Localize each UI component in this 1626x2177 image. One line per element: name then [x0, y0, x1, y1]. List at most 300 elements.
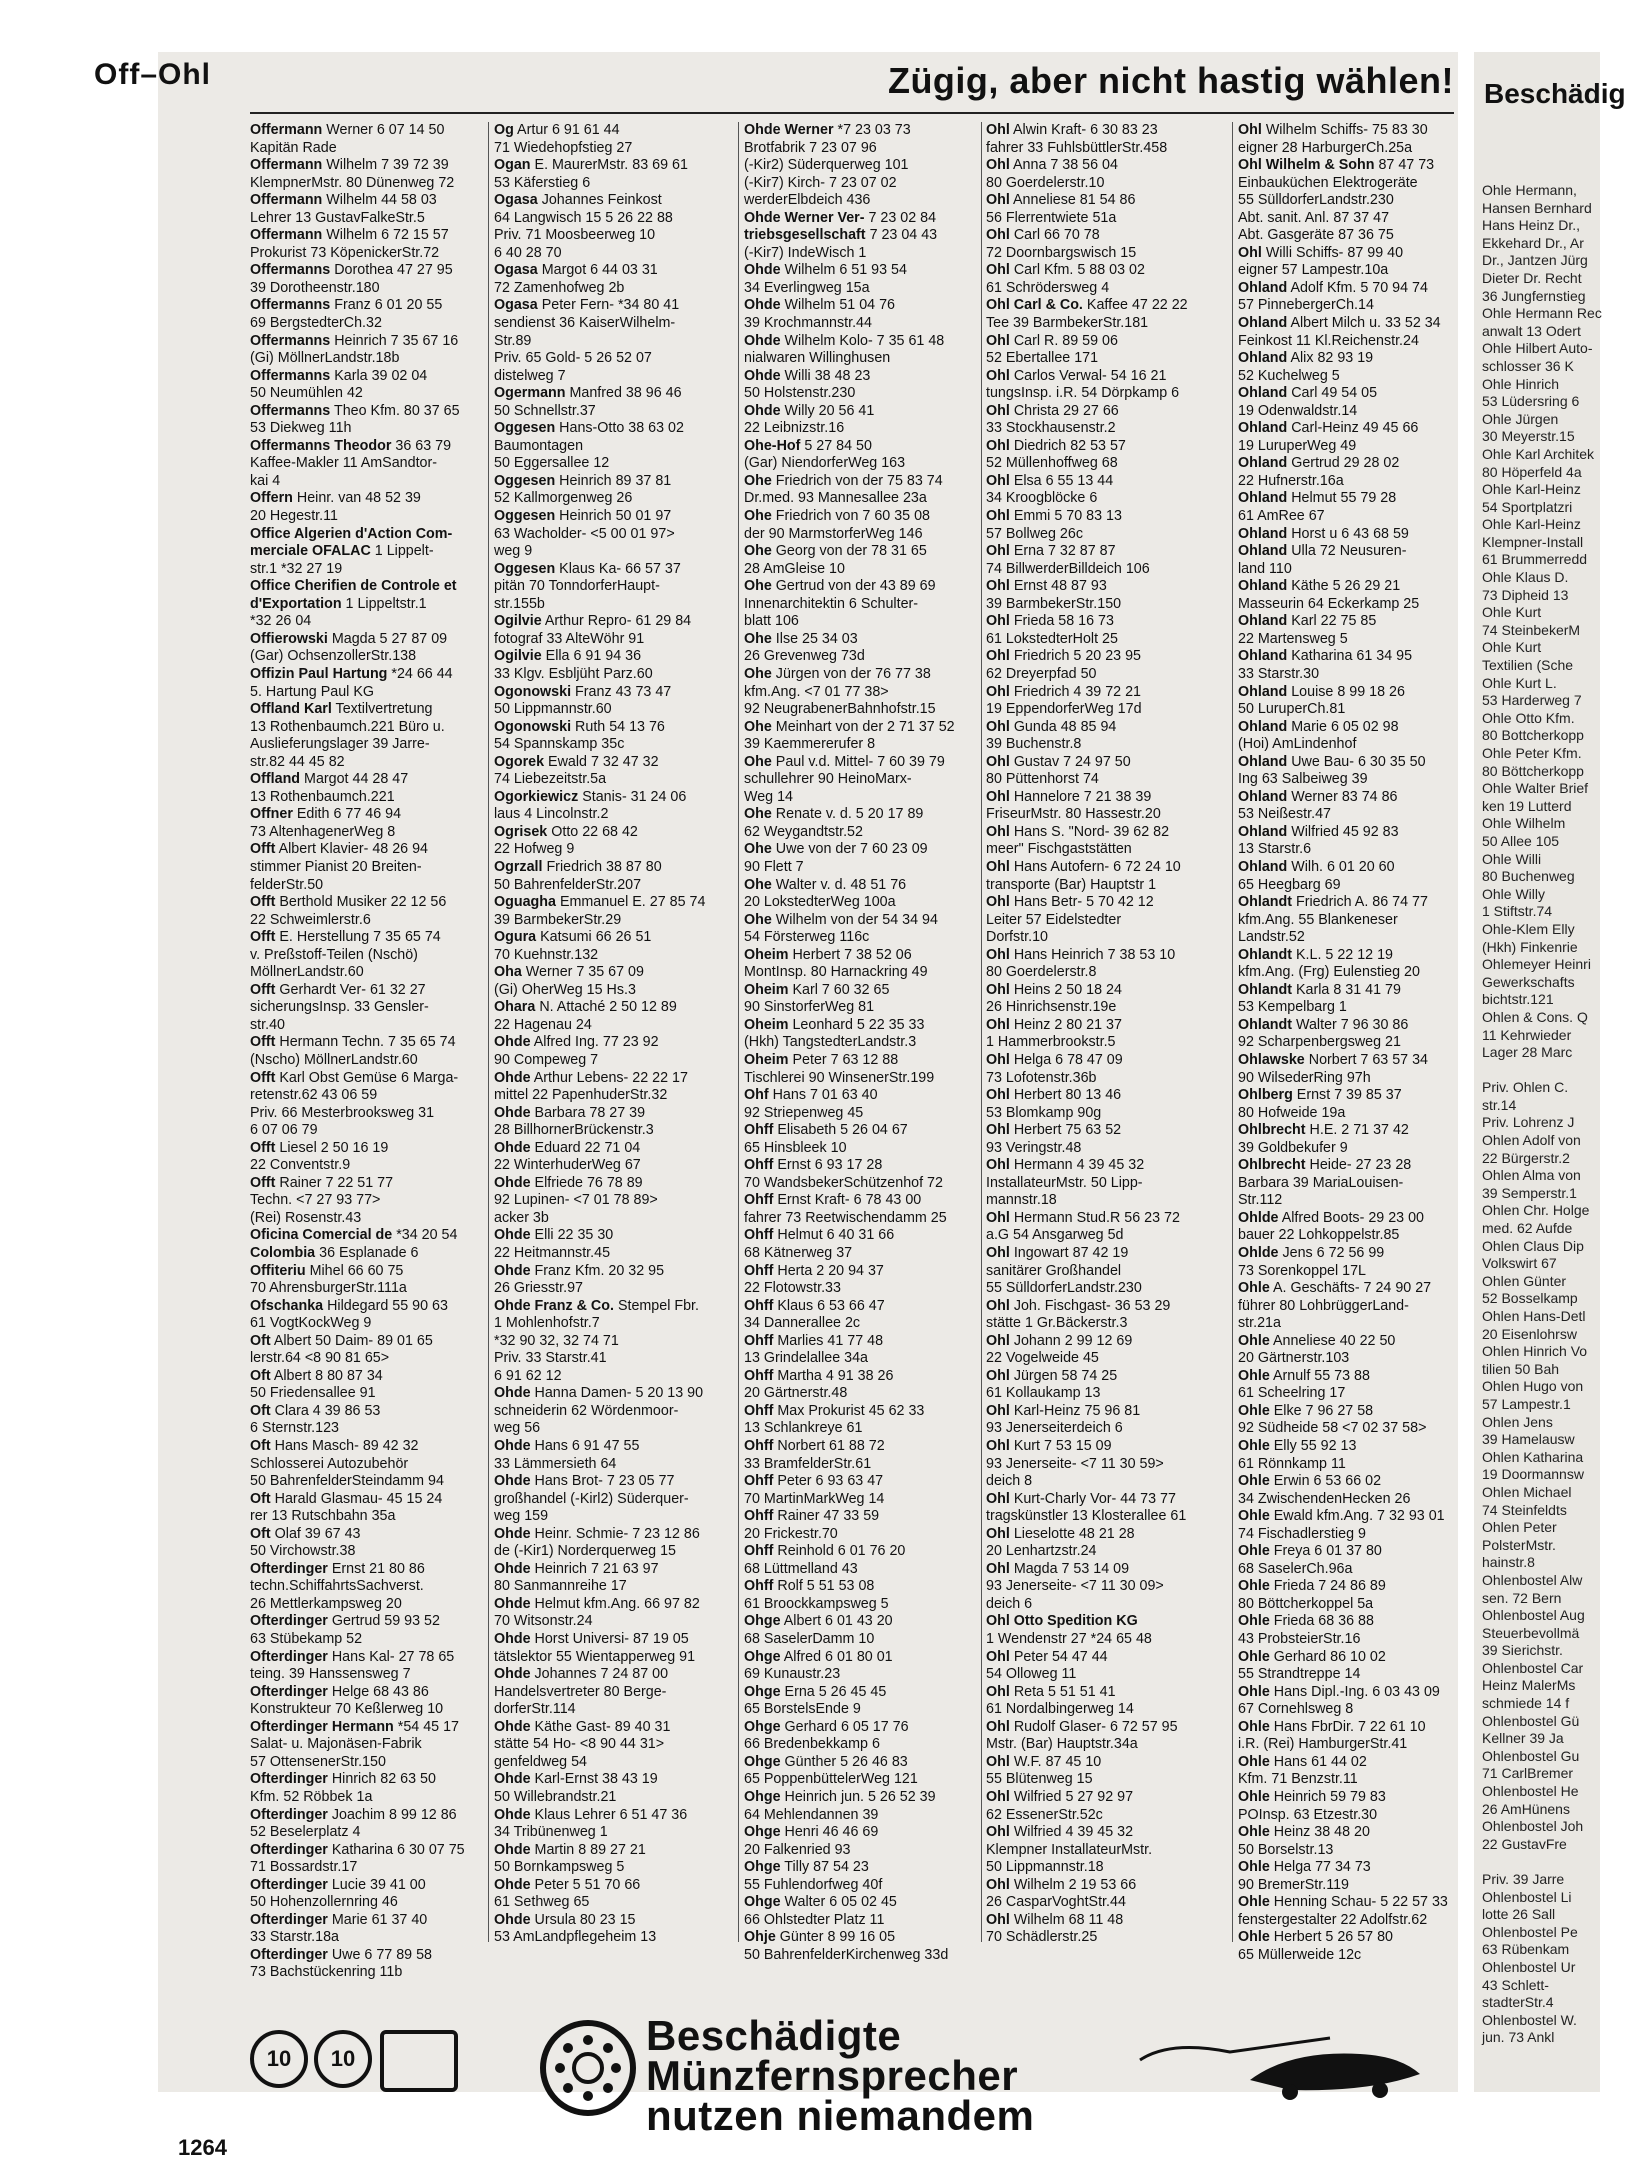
entry-name: Ohl — [986, 1402, 1010, 1419]
entry-detail: Franz Kfm. 20 32 95 — [534, 1262, 665, 1279]
directory-entry — [744, 315, 980, 333]
directory-entry — [744, 333, 980, 351]
entry-detail: Reinhold 6 01 76 20 — [777, 1543, 906, 1560]
directory-entry — [250, 1227, 482, 1245]
page-number: 1264 — [178, 2135, 227, 2160]
entry-detail: deich 8 — [986, 1473, 1033, 1490]
entry-detail: 61 Kollaukamp 13 — [986, 1385, 1101, 1402]
entry-detail: schullehrer 90 HeinoMarx- — [744, 771, 912, 788]
entry-detail: Prokurist 73 KöpenickerStr.72 — [250, 244, 440, 261]
entry-name: Ohle — [1238, 1438, 1270, 1455]
directory-entry — [1238, 1192, 1470, 1210]
entry-name: Ohl — [986, 1245, 1010, 1261]
entry-name: Ohde — [744, 402, 781, 419]
entry-detail: werderElbdeich 436 — [744, 192, 871, 209]
entry-detail: 39 Goldbekufer 9 — [1238, 1139, 1348, 1156]
entry-detail: Willi 38 48 23 — [784, 367, 871, 384]
directory-entry — [250, 1877, 482, 1895]
directory-entry — [250, 1613, 482, 1631]
entry-detail: der 90 MarmstorferWeg 146 — [744, 525, 923, 542]
entry-detail: Albert 6 01 43 20 — [783, 1613, 893, 1630]
entry-detail: 71 Bossardstr.17 — [250, 1859, 358, 1876]
directory-entry — [1238, 1122, 1470, 1140]
directory-entry — [1238, 227, 1470, 245]
directory-entry — [250, 1333, 482, 1351]
directory-entry — [250, 438, 482, 456]
directory-entry — [494, 333, 730, 351]
directory-entry — [1238, 245, 1470, 263]
entry-detail: Elke 7 96 27 58 — [1273, 1402, 1374, 1419]
directory-entry — [250, 350, 482, 368]
entry-detail: str.40 — [250, 1016, 285, 1033]
entry-detail: Karla 8 31 41 79 — [1296, 981, 1401, 998]
directory-entry — [250, 1719, 482, 1737]
entry-detail: Norbert 61 88 72 — [777, 1438, 885, 1455]
entry-detail: FriseurMstr. 80 Hassestr.20 — [986, 806, 1161, 823]
entry-name: Ohland — [1238, 350, 1288, 367]
entry-name: Ohl — [986, 1367, 1010, 1384]
entry-detail: 53 Diekweg 11h — [250, 420, 352, 437]
directory-entry — [986, 508, 1222, 526]
entry-name: Ohle — [1238, 1788, 1270, 1805]
directory-entry — [744, 929, 980, 947]
entry-detail: 22 Hagenau 24 — [494, 1016, 592, 1033]
entry-detail: (Gi) MöllnerLandstr.18b — [250, 350, 400, 367]
directory-entry — [744, 684, 980, 702]
directory-entry — [494, 1842, 730, 1860]
entry-detail: Max Prokurist 45 62 33 — [777, 1402, 925, 1419]
entry-detail: Henri 46 46 69 — [784, 1824, 879, 1841]
directory-entry — [1238, 490, 1470, 508]
directory-entry — [744, 1596, 980, 1614]
entry-name: Ohl — [986, 823, 1010, 840]
directory-entry — [986, 1859, 1222, 1877]
entry-detail: Anna 7 38 56 04 — [1013, 157, 1118, 174]
entry-name: Ohde — [744, 297, 781, 314]
entry-detail: Margot 6 44 03 31 — [541, 262, 658, 279]
entry-detail: sanitärer Großhandel — [986, 1262, 1122, 1279]
entry-detail: Konstrukteur 70 Keßlerweg 10 — [250, 1701, 444, 1718]
directory-entry — [986, 350, 1222, 368]
entry-name: Ohl — [986, 1332, 1010, 1349]
entry-detail: Elsa 6 55 13 44 — [1013, 472, 1114, 489]
directory-entry — [494, 964, 730, 982]
directory-entry — [986, 859, 1222, 877]
entry-detail: Hanna Damen- 5 20 13 90 — [534, 1385, 704, 1402]
entry-detail: Wilhelm Kolo- 7 35 61 48 — [784, 332, 945, 349]
entry-detail: Erna 5 26 45 45 — [784, 1683, 887, 1700]
entry-detail: 22 Flotowstr.33 — [744, 1280, 841, 1297]
entry-detail: 68 SaselerCh.96a — [1238, 1560, 1353, 1577]
entry-detail: Kurt 7 53 15 09 — [1013, 1438, 1112, 1455]
entry-name: Ohl — [986, 1911, 1010, 1928]
entry-name: Oheim — [744, 981, 789, 998]
entry-detail: Werner 7 35 67 09 — [525, 964, 644, 981]
entry-detail: Hans 6 91 47 55 — [534, 1438, 640, 1455]
entry-detail: Anneliese 40 22 50 — [1272, 1332, 1396, 1349]
entry-name: Offizin Paul Hartung — [250, 665, 388, 682]
directory-entry — [986, 245, 1222, 263]
directory-entry — [1238, 1631, 1470, 1649]
directory-entry — [1238, 157, 1470, 175]
entry-name: Offt — [250, 1069, 276, 1086]
directory-entry — [1238, 1140, 1470, 1158]
directory-entry — [494, 350, 730, 368]
entry-detail: Alix 82 93 19 — [1290, 350, 1374, 367]
entry-detail: Günter 8 99 16 05 — [779, 1929, 896, 1946]
entry-detail: 39 Krochmannstr.44 — [744, 315, 872, 332]
entry-detail: 71 Wiedehopfstieg 27 — [494, 139, 633, 156]
directory-entry — [1238, 947, 1470, 965]
directory-entry — [494, 1350, 730, 1368]
entry-detail: Johannes Feinkost — [541, 192, 662, 209]
entry-detail: Weg 14 — [744, 788, 794, 805]
entry-detail: land 110 — [1238, 560, 1292, 577]
entry-detail: 26 Mettlerkampsweg 20 — [250, 1595, 402, 1612]
directory-entry — [250, 1263, 482, 1281]
entry-detail: 13 Schlankreye 61 — [744, 1420, 863, 1437]
entry-detail: 73 Sorenkoppel 17L — [1238, 1262, 1366, 1279]
directory-entry — [986, 754, 1222, 772]
directory-entry — [1238, 1578, 1470, 1596]
directory-entry — [250, 122, 482, 140]
directory-entry — [1238, 1561, 1470, 1579]
directory-entry — [986, 1613, 1222, 1631]
entry-detail: Kfm. 52 Röbbek 1a — [250, 1788, 373, 1805]
entry-detail: Kfm. 71 Benzstr.11 — [1238, 1771, 1358, 1788]
entry-detail: Tilly 87 54 23 — [784, 1859, 869, 1876]
entry-detail: Hans Brot- 7 23 05 77 — [534, 1473, 675, 1490]
entry-detail: Ernst 6 93 17 28 — [777, 1157, 883, 1174]
entry-detail: 26 Griesstr.97 — [494, 1280, 583, 1297]
entry-detail: Lucie 39 41 00 — [331, 1876, 426, 1893]
entry-detail: Albert 50 Daim- 89 01 65 — [273, 1332, 433, 1349]
directory-entry — [744, 1473, 980, 1491]
directory-entry — [744, 403, 980, 421]
entry-detail: 68 SaselerDamm 10 — [744, 1631, 875, 1648]
entry-detail: N. Attaché 2 50 12 89 — [539, 999, 677, 1016]
entry-detail: MöllnerLandstr.60 — [250, 964, 364, 981]
entry-detail: Herbert 5 26 57 80 — [1273, 1929, 1393, 1946]
entry-name: Ohde — [494, 1227, 531, 1244]
entry-detail: Gustav 7 24 97 50 — [1013, 753, 1131, 770]
directory-entry — [250, 1842, 482, 1860]
directory-entry — [744, 245, 980, 263]
entry-detail: 87 47 73 — [1378, 157, 1435, 174]
entry-name: Ohle — [1238, 1859, 1270, 1876]
directory-entry — [744, 841, 980, 859]
directory-entry — [744, 1034, 980, 1052]
entry-name: Ohle — [1238, 1402, 1270, 1419]
directory-entry — [744, 912, 980, 930]
directory-entry — [744, 719, 980, 737]
directory-entry — [986, 982, 1222, 1000]
entry-detail: 52 Kuchelweg 5 — [1238, 367, 1340, 384]
entry-name: Ohlandt — [1238, 1016, 1293, 1033]
directory-entry — [986, 964, 1222, 982]
directory-entry — [986, 999, 1222, 1017]
directory-entry — [250, 1105, 482, 1123]
directory-column-2 — [494, 122, 730, 1947]
entry-name: Ohle — [1238, 1508, 1270, 1525]
entry-name: Ohge — [744, 1718, 781, 1735]
directory-entry — [1238, 1719, 1470, 1737]
entry-detail: 33 Klgv. Esbljüht Parz.60 — [494, 665, 653, 682]
directory-entry — [1238, 1087, 1470, 1105]
directory-entry — [494, 894, 730, 912]
directory-entry — [986, 473, 1222, 491]
directory-entry — [250, 175, 482, 193]
entry-detail: 50 Lippmannstr.60 — [494, 701, 612, 718]
directory-entry — [250, 420, 482, 438]
entry-name: Offt — [250, 1034, 276, 1051]
entry-detail: 90 SinstorferWeg 81 — [744, 999, 875, 1016]
entry-name: Ohe — [744, 876, 772, 893]
entry-detail: Franz 43 73 47 — [575, 683, 672, 700]
entry-detail: Herbert 80 13 46 — [1013, 1087, 1122, 1104]
entry-detail: Manfred 38 96 46 — [569, 385, 682, 402]
entry-detail: 67 Cornehlsweg 8 — [1238, 1701, 1354, 1718]
entry-detail: Renate v. d. 5 20 17 89 — [775, 806, 924, 823]
entry-detail: 73 Bachstückenring 11b — [250, 1964, 403, 1981]
directory-entry — [1238, 1894, 1470, 1912]
directory-entry — [1238, 1315, 1470, 1333]
directory-entry — [744, 1192, 980, 1210]
entry-detail: Käthe Gast- 89 40 31 — [534, 1718, 671, 1735]
entry-name: Ohl — [986, 1876, 1010, 1893]
entry-detail: 36 63 79 — [395, 437, 452, 454]
entry-name: Ohe — [744, 508, 772, 525]
directory-entry — [494, 1263, 730, 1281]
entry-detail: 19 Odenwaldstr.14 — [1238, 402, 1358, 419]
entry-detail: Louise 8 99 18 26 — [1291, 683, 1405, 700]
directory-entry — [494, 420, 730, 438]
directory-entry — [250, 561, 482, 579]
directory-entry — [744, 473, 980, 491]
entry-detail: Henning Schau- 5 22 57 33 — [1273, 1894, 1448, 1911]
directory-entry — [986, 315, 1222, 333]
entry-detail: Landstr.52 — [1238, 929, 1305, 946]
column-divider — [1232, 122, 1233, 1942]
directory-entry — [1238, 1456, 1470, 1474]
entry-detail: Ursula 80 23 15 — [534, 1911, 636, 1928]
entry-name: Ohe — [744, 665, 772, 682]
rotary-dial-icon — [540, 2020, 636, 2116]
entry-detail: Joh. Fischgast- 36 53 29 — [1013, 1297, 1171, 1314]
entry-name: Ohe — [744, 841, 772, 858]
footer-advert — [250, 2012, 1450, 2139]
directory-entry — [744, 1070, 980, 1088]
directory-entry — [986, 1666, 1222, 1684]
entry-detail: Tischlerei 90 WinsenerStr.199 — [744, 1069, 935, 1086]
directory-entry — [494, 613, 730, 631]
directory-entry — [986, 1192, 1222, 1210]
entry-name: Oft — [250, 1332, 271, 1349]
directory-entry — [986, 1017, 1222, 1035]
entry-detail: 39 Buchenstr.8 — [986, 736, 1082, 753]
entry-detail: Hans 7 01 63 40 — [772, 1087, 878, 1104]
entry-detail: E. MaurerMstr. 83 69 61 — [534, 157, 688, 174]
entry-name: Ogorkiewicz — [494, 788, 579, 805]
entry-detail: 39 BarmbekerStr.150 — [986, 595, 1122, 612]
entry-detail: 57 PinnebergerCh.14 — [1238, 297, 1374, 314]
entry-detail: Albert 8 80 87 34 — [273, 1367, 383, 1384]
entry-detail: 61 VogtKockWeg 9 — [250, 1315, 372, 1332]
entry-name: Oft — [250, 1367, 271, 1384]
entry-detail: 63 Wacholder- <5 00 01 97> — [494, 525, 675, 542]
directory-entry — [1238, 1350, 1470, 1368]
entry-name: Ohl — [986, 543, 1010, 560]
entry-name: Ohe — [744, 543, 772, 560]
entry-detail: Kurt-Charly Vor- 44 73 77 — [1013, 1490, 1176, 1507]
entry-detail: K.L. 5 22 12 19 — [1296, 946, 1393, 963]
entry-detail: 33 Starstr.30 — [1238, 665, 1320, 682]
entry-name: Ohl — [986, 402, 1010, 419]
directory-entry — [1238, 824, 1470, 842]
directory-entry — [986, 140, 1222, 158]
directory-entry — [744, 1403, 980, 1421]
directory-entry — [494, 1929, 730, 1947]
directory-entry — [494, 157, 730, 175]
entry-detail: Freya 6 01 37 80 — [1273, 1543, 1382, 1560]
entry-detail: (Rei) Rosenstr.43 — [250, 1209, 362, 1226]
entry-detail: 65 Müllerweide 12c — [1238, 1946, 1362, 1963]
entry-name: Ohe — [744, 806, 772, 823]
directory-entry — [250, 368, 482, 386]
entry-name: Offermanns — [250, 332, 331, 349]
directory-entry — [494, 1122, 730, 1140]
entry-detail: 13 Rothenbaumch.221 — [250, 788, 395, 805]
entry-detail: 26 Grevenweg 73d — [744, 648, 865, 665]
directory-entry — [986, 490, 1222, 508]
entry-name: Ohland — [1238, 315, 1288, 332]
entry-detail: 65 Heegbarg 69 — [1238, 876, 1341, 893]
entry-name: Oggesen — [494, 472, 556, 489]
entry-detail: *32 26 04 — [250, 613, 312, 630]
entry-detail: Priv. 33 Starstr.41 — [494, 1350, 607, 1367]
entry-name: Ohl — [986, 262, 1010, 279]
entry-name: Ohde — [494, 1631, 531, 1648]
directory-entry — [250, 1929, 482, 1947]
directory-entry — [1238, 1157, 1470, 1175]
entry-name: Oggesen — [494, 508, 556, 525]
directory-entry — [250, 912, 482, 930]
entry-detail: 22 Leibnizstr.16 — [744, 420, 845, 437]
directory-entry — [250, 1017, 482, 1035]
directory-entry — [1238, 1859, 1470, 1877]
entry-name: Ohde — [494, 1718, 531, 1735]
entry-detail: Priv. 65 Gold- 5 26 52 07 — [494, 350, 652, 367]
entry-name: Ohara — [494, 999, 536, 1016]
directory-entry — [250, 210, 482, 228]
directory-entry — [1238, 859, 1470, 877]
directory-entry — [744, 1701, 980, 1719]
entry-name: Ohde — [494, 1525, 531, 1542]
entry-detail: stimmer Pianist 20 Breiten- — [250, 858, 422, 875]
entry-detail: 1 Wendenstr 27 *24 65 48 — [986, 1631, 1152, 1648]
entry-detail: Reta 5 51 51 41 — [1013, 1683, 1116, 1700]
directory-entry — [1238, 1824, 1470, 1842]
entry-name: Ohl — [986, 578, 1010, 595]
directory-entry — [250, 1175, 482, 1193]
directory-entry — [744, 1894, 980, 1912]
directory-entry — [986, 947, 1222, 965]
entry-detail: i.R. (Rei) HamburgerStr.41 — [1238, 1736, 1408, 1753]
directory-entry — [986, 877, 1222, 895]
entry-detail: *32 90 32, 32 74 71 — [494, 1332, 619, 1349]
directory-entry — [250, 1403, 482, 1421]
directory-entry — [986, 771, 1222, 789]
directory-entry — [250, 859, 482, 877]
directory-entry — [250, 1701, 482, 1719]
directory-entry — [494, 824, 730, 842]
directory-entry — [1238, 1649, 1470, 1667]
entry-detail: Werner 83 74 86 — [1291, 788, 1398, 805]
entry-detail: retenstr.62 43 06 59 — [250, 1087, 378, 1104]
directory-entry — [250, 333, 482, 351]
entry-detail: Karl-Heinz 75 96 81 — [1013, 1402, 1141, 1419]
entry-detail: de (-Kir1) Norderquerweg 15 — [494, 1543, 676, 1560]
entry-name: Ohff — [744, 1332, 774, 1349]
directory-entry — [250, 1420, 482, 1438]
entry-detail: 52 Beselerplatz 4 — [250, 1824, 361, 1841]
directory-entry — [986, 1736, 1222, 1754]
entry-name: Ohl — [986, 1683, 1010, 1700]
entry-name: Ohl — [986, 1525, 1010, 1542]
directory-entry — [1238, 473, 1470, 491]
directory-entry — [1238, 1912, 1470, 1930]
entry-name: Ohland — [1238, 385, 1288, 402]
entry-name: Ohlandt — [1238, 894, 1293, 911]
entry-name: Ohff — [744, 1157, 774, 1174]
directory-entry — [744, 1736, 980, 1754]
directory-entry — [744, 1824, 980, 1842]
entry-detail: Abt. Gasgeräte 87 36 75 — [1238, 227, 1394, 244]
directory-entry — [986, 841, 1222, 859]
entry-name: Ohde — [494, 1806, 531, 1823]
directory-entry — [986, 1263, 1222, 1281]
entry-detail: 52 Müllenhoffweg 68 — [986, 455, 1118, 472]
phone-card-icon — [380, 2030, 458, 2092]
entry-detail: 61 Sethweg 65 — [494, 1894, 590, 1911]
directory-entry — [494, 1070, 730, 1088]
directory-entry — [744, 947, 980, 965]
entry-detail: 6 07 06 79 — [250, 1122, 318, 1139]
directory-entry — [494, 578, 730, 596]
entry-detail: Ernst 48 87 93 — [1013, 578, 1107, 595]
directory-entry — [1238, 771, 1470, 789]
directory-entry — [250, 490, 482, 508]
directory-entry — [744, 1368, 980, 1386]
entry-name: Ofterdinger — [250, 1911, 328, 1928]
entry-detail: 92 NeugrabenerBahnhofstr.15 — [744, 701, 936, 718]
entry-detail: 92 Striepenweg 45 — [744, 1104, 864, 1121]
entry-detail: W.F. 87 45 10 — [1013, 1753, 1102, 1770]
entry-detail: 1 Lippelt- — [374, 543, 434, 560]
directory-entry — [494, 403, 730, 421]
entry-name: Ofterdinger — [250, 1771, 328, 1788]
entry-detail: 53 AmLandpflegeheim 13 — [494, 1929, 657, 1946]
entry-detail: 34 Everlingweg 15a — [744, 279, 870, 296]
entry-detail: 20 Lenhartzstr.24 — [986, 1543, 1097, 1560]
advert-line: Münzfernsprecher — [646, 2052, 1019, 2099]
entry-detail: Clara 4 39 86 53 — [274, 1402, 381, 1419]
entry-name: Ohde — [494, 1473, 531, 1490]
entry-detail: (-Kir7) IndeWisch 1 — [744, 244, 867, 261]
directory-entry — [744, 701, 980, 719]
directory-entry — [744, 824, 980, 842]
directory-entry — [1238, 1684, 1470, 1702]
